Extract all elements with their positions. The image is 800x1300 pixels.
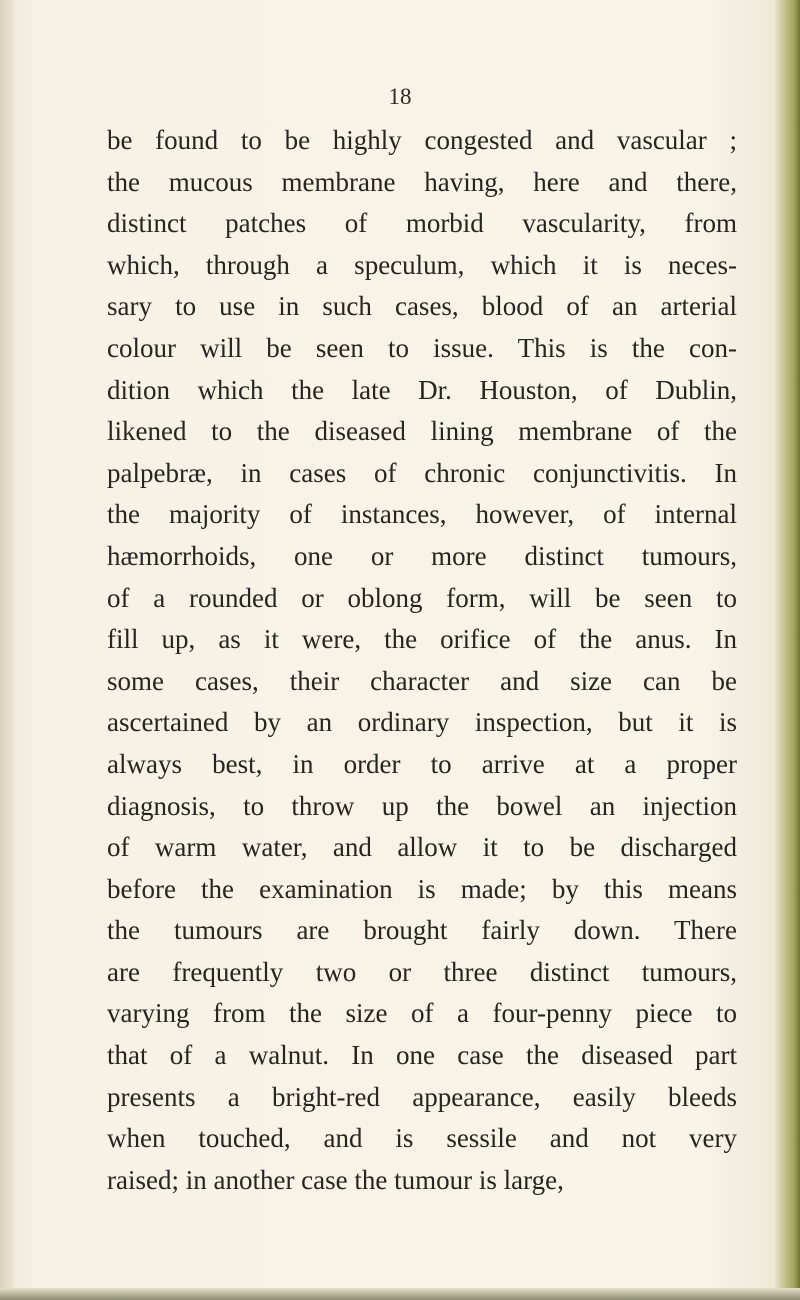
text-line: before the examination is made; by this means: [107, 873, 737, 904]
text-line: presents a bright-red appearance, easily bleeds: [107, 1081, 737, 1112]
page-right-edge: [775, 0, 800, 1300]
text-line: the tumours are brought fairly down. There: [107, 915, 737, 946]
text-line: palpebræ, in cases of chronic conjunctivitis. In: [107, 457, 737, 488]
text-line: diagnosis, to throw up the bowel an injection: [107, 790, 737, 821]
text-line: are frequently two or three distinct tumours,: [107, 956, 737, 987]
body-text: [107, 120, 737, 1201]
text-line: the mucous membrane having, here and there,: [107, 166, 737, 197]
page-bottom-edge: [0, 1288, 800, 1300]
text-line: colour will be seen to issue. This is the con-: [107, 332, 737, 363]
text-line: of warm water, and allow it to be discharged: [107, 832, 737, 863]
text-line: some cases, their character and size can be: [107, 665, 737, 696]
text-line: of a rounded or oblong form, will be seen to: [107, 582, 737, 613]
text-line: distinct patches of morbid vascularity, from: [107, 208, 737, 239]
page-number: 18: [388, 84, 412, 109]
text-line: sary to use in such cases, blood of an arterial: [107, 291, 737, 322]
text-line: be found to be highly congested and vascular ;: [107, 125, 737, 155]
text-line: which, through a speculum, which it is neces-: [107, 249, 737, 280]
text-line: ascertained by an ordinary inspection, but it is: [107, 707, 737, 738]
text-line: always best, in order to arrive at a proper: [107, 748, 737, 779]
text-line: hæmorrhoids, one or more distinct tumours,: [107, 540, 737, 571]
text-line: varying from the size of a four-penny piece to: [107, 998, 737, 1029]
text-line: dition which the late Dr. Houston, of Dublin,: [107, 374, 737, 405]
text-line: fill up, as it were, the orifice of the anus. In: [107, 624, 737, 655]
text-line: raised; in another case the tumour is large,: [107, 1164, 564, 1195]
text-line: likened to the diseased lining membrane of the: [107, 416, 737, 447]
text-line: when touched, and is sessile and not very: [107, 1123, 737, 1154]
text-line: that of a walnut. In one case the diseased part: [107, 1040, 737, 1071]
page-left-edge: [0, 0, 14, 1300]
text-line: the majority of instances, however, of internal: [107, 499, 737, 530]
